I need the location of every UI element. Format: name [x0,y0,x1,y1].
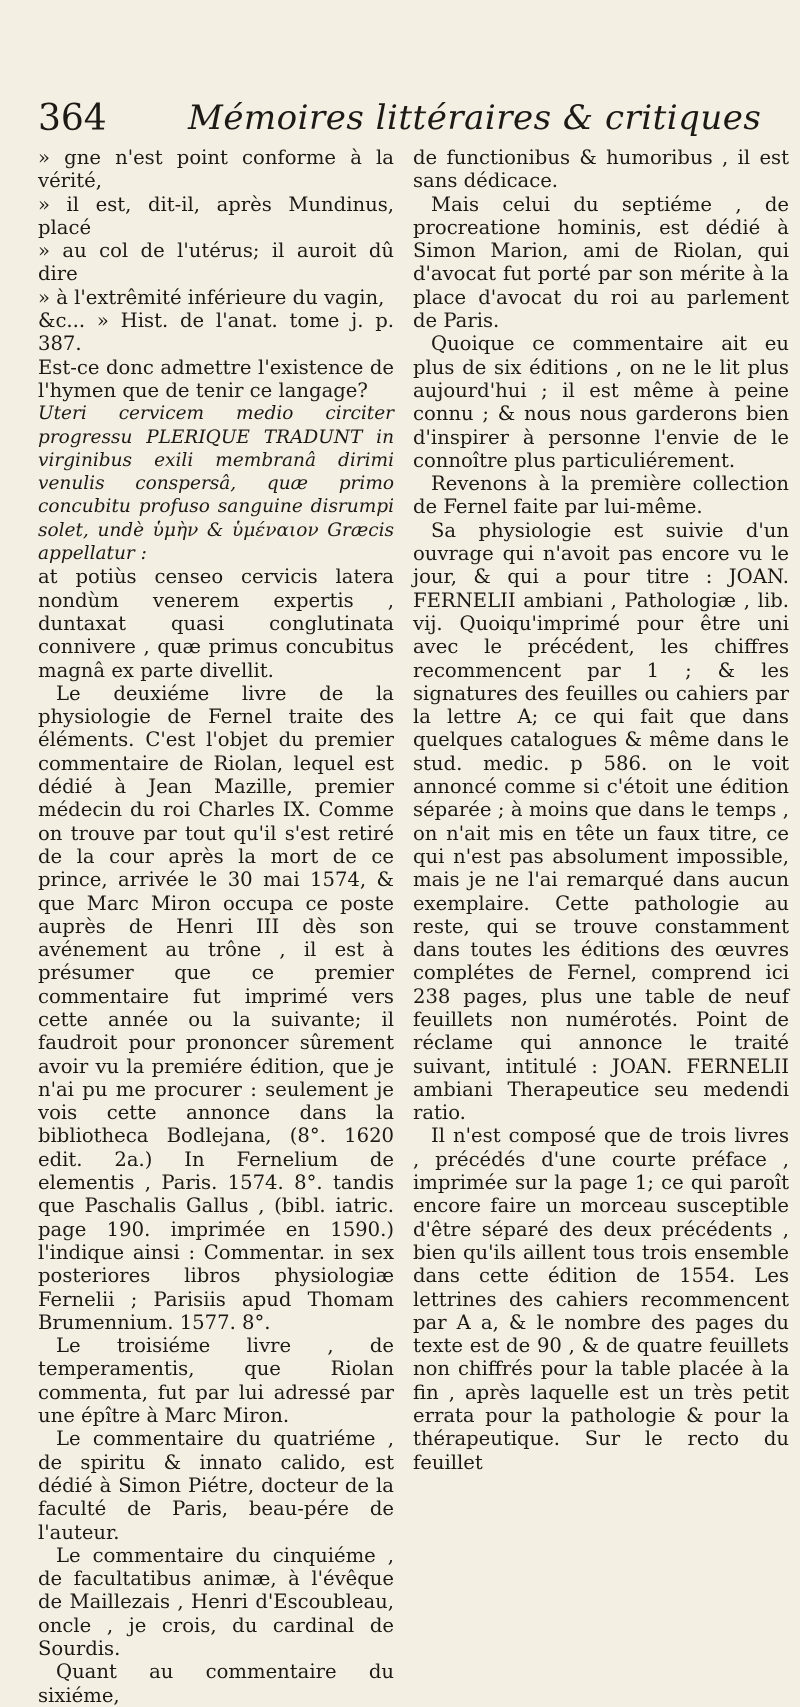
right-column [413,146,789,1474]
quote-line: » gne n'est point conforme à la vérité, [38,146,394,193]
paragraph: Est-ce donc admettre l'existence de l'hymen que de tenir ce langage? [38,355,394,402]
paragraph: Quant au commentaire du sixiéme, [38,1660,394,1707]
paragraph: Sa physiologie est suivie d'un ouvrage qui n'avoit pas encore vu le jour, & qui a pour titre : JOAN. FERNELII ambiani , Pathologiæ , lib. vij. Quoiqu'imprimé pour être uni avec le précédent, les chiffres recommencent par 1 ; & les signatures des feuilles ou cahiers par la lettre A; ce qui fait que dans quelques catalogues & même dans le stud. medic. p 586. on le voit annoncé comme si c'étoit une édition séparée ; à moins que dans le temps , on n'ait mis en tête un faux titre, ce qui n'est pas absolument impossible, mais je ne l'ai remarqué dans aucun exemplaire. Cette pathologie au reste, qui se trouve constamment dans toutes les éditions des œuvres complétes de Fernel, comprend ici 238 pages, plus une table de neuf feuillets non numérotés. Point de réclame qui annonce le traité suivant, intitulé : JOAN. FERNELII ambiani Therapeutice seu medendi ratio. [413,518,789,1125]
page-header [38,94,778,146]
page-number: 364 [38,98,107,139]
quote-line: » à l'extrêmité inférieure du vagin, [38,285,385,309]
quote-line: » au col de l'utérus; il auroit dû dire [38,239,394,286]
quote-line: &c... » Hist. de l'anat. tome j. p. 387. [38,309,394,356]
paragraph: at potiùs censeo cervicis latera nondùm venerem expertis , duntaxat quasi conglutinata connivere , quæ primus concubitus magnâ ex parte divellit. [38,565,394,682]
running-title: Mémoires littéraires & critiques [188,98,762,138]
paragraph: Il n'est composé que de trois livres , précédés d'une courte préface , imprimée sur la page 1; ce qui paroît encore faire un morceau susceptible d'être séparé des deux précédents , bien qu'ils aillent tous trois ensemble dans cette édition de 1554. Les lettrines des cahiers recommencent par A a, & le nombre des pages du texte est de 90 , & de quatre feuillets non chiffrés pour la table placée à la fin , après laquelle est un très petit errata pour la pathologie & pour la thérapeutique. Sur le recto du feuillet [413,1124,789,1474]
paragraph: Quoique ce commentaire ait eu plus de six éditions , on ne le lit plus aujourd'hui ; il est même à peine connu ; & nous nous garderons bien d'inspirer à personne l'envie de le connoître plus particuliérement. [413,332,789,472]
paragraph: Le troisiéme livre , de temperamentis, que Riolan commenta, fut par lui adressé par une épître à Marc Miron. [38,1334,394,1428]
quote-line: » il est, dit-il, après Mundinus, placé [38,192,394,239]
paragraph: de functionibus & humoribus , il est sans dédicace. [413,146,789,193]
paragraph: Revenons à la première collection de Fernel faite par lui-même. [413,472,789,519]
left-column [38,146,394,1707]
latin-quote: Uteri cervicem medio circiter progressu PLERIQUE TRADUNT in virginibus exili membranâ dirimi venulis conspersâ, quæ primo concubitu profuso sanguine disrumpi solet, undè ὑμὴν & ὑμέναιον Græcis appellatur : [38,403,394,565]
paragraph: Le commentaire du quatriéme , de spiritu & innato calido, est dédié à Simon Piétre, docteur de la faculté de Paris, beau-pére de l'auteur. [38,1427,394,1544]
paragraph: Le commentaire du cinquiéme , de facultatibus animæ, à l'évêque de Maillezais , Henri d'Escoubleau, oncle , je crois, du cardinal de Sourdis. [38,1543,394,1660]
paragraph: Le deuxiéme livre de la physiologie de Fernel traite des éléments. C'est l'objet du premier commentaire de Riolan, lequel est dédié à Jean Mazille, premier médecin du roi Charles IX. Comme on trouve par tout qu'il s'est retiré de la cour après la mort de ce prince, arrivée le 30 mai 1574, & que Marc Miron occupa ce poste auprès de Henri III dès son avénement au trône , il est à présumer que ce premier commentaire fut imprimé vers cette année ou la suivante; il faudroit pour prononcer sûrement avoir vu la premiére édition, que je n'ai pu me procurer : seulement je vois cette annonce dans la bibliotheca Bodlejana, (8°. 1620 edit. 2a.) In Fernelium de elementis , Paris. 1574. 8°. tandis que Paschalis Gallus , (bibl. iatric. page 190. imprimée en 1590.) l'indique ainsi : Commentar. in sex posteriores libros physiologiæ Fernelii ; Parisiis apud Thomam Brumennium. 1577. 8°. [38,681,394,1334]
paragraph: Mais celui du septiéme , de procreatione hominis, est dédié à Simon Marion, ami de Riolan, qui d'avocat fut porté par son mérite à la place d'avocat du roi au parlement de Paris. [413,192,789,333]
